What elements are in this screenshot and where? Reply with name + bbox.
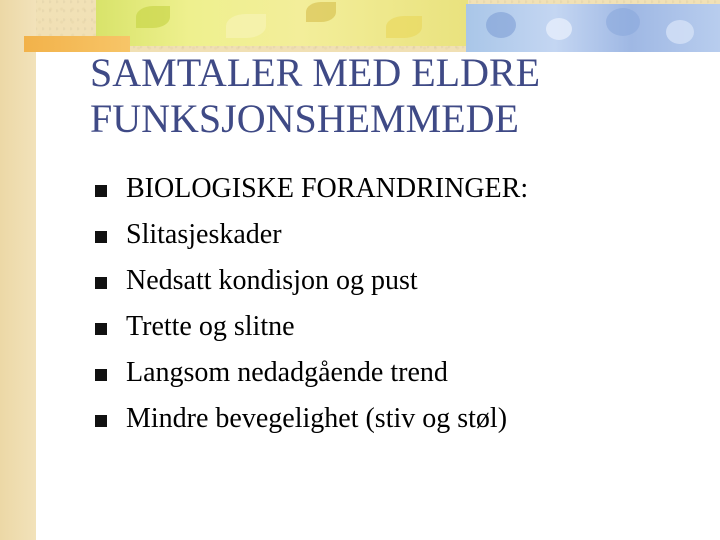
square-bullet-icon: [95, 323, 107, 335]
square-bullet-icon: [95, 185, 107, 197]
title-line-1: SAMTALER MED ELDRE: [90, 50, 541, 95]
bullet-item: [88, 218, 528, 264]
bullet-list: [88, 172, 528, 448]
bullet-text: Nedsatt kondisjon og pust: [126, 265, 418, 296]
bullet-text: Trette og slitne: [126, 311, 295, 342]
square-bullet-icon: [95, 231, 107, 243]
bullet-item: [88, 310, 528, 356]
square-bullet-icon: [95, 277, 107, 289]
slide-title: [90, 50, 690, 142]
bullet-item: [88, 264, 528, 310]
left-parchment-strip: [0, 0, 36, 540]
bullet-item: [88, 402, 528, 448]
bullet-text: Mindre bevegelighet (stiv og støl): [126, 403, 508, 434]
bullet-item: [88, 172, 528, 218]
square-bullet-icon: [95, 369, 107, 381]
floral-banner-blue: [466, 4, 720, 52]
bullet-text: BIOLOGISKE FORANDRINGER:: [126, 173, 529, 204]
title-line-2: FUNKSJONSHEMMEDE: [90, 96, 519, 141]
bullet-item: [88, 356, 528, 402]
bullet-text: Slitasjeskader: [126, 219, 282, 250]
bullet-text: Langsom nedadgående trend: [126, 357, 448, 388]
square-bullet-icon: [95, 415, 107, 427]
floral-banner-yellow: [96, 0, 468, 46]
